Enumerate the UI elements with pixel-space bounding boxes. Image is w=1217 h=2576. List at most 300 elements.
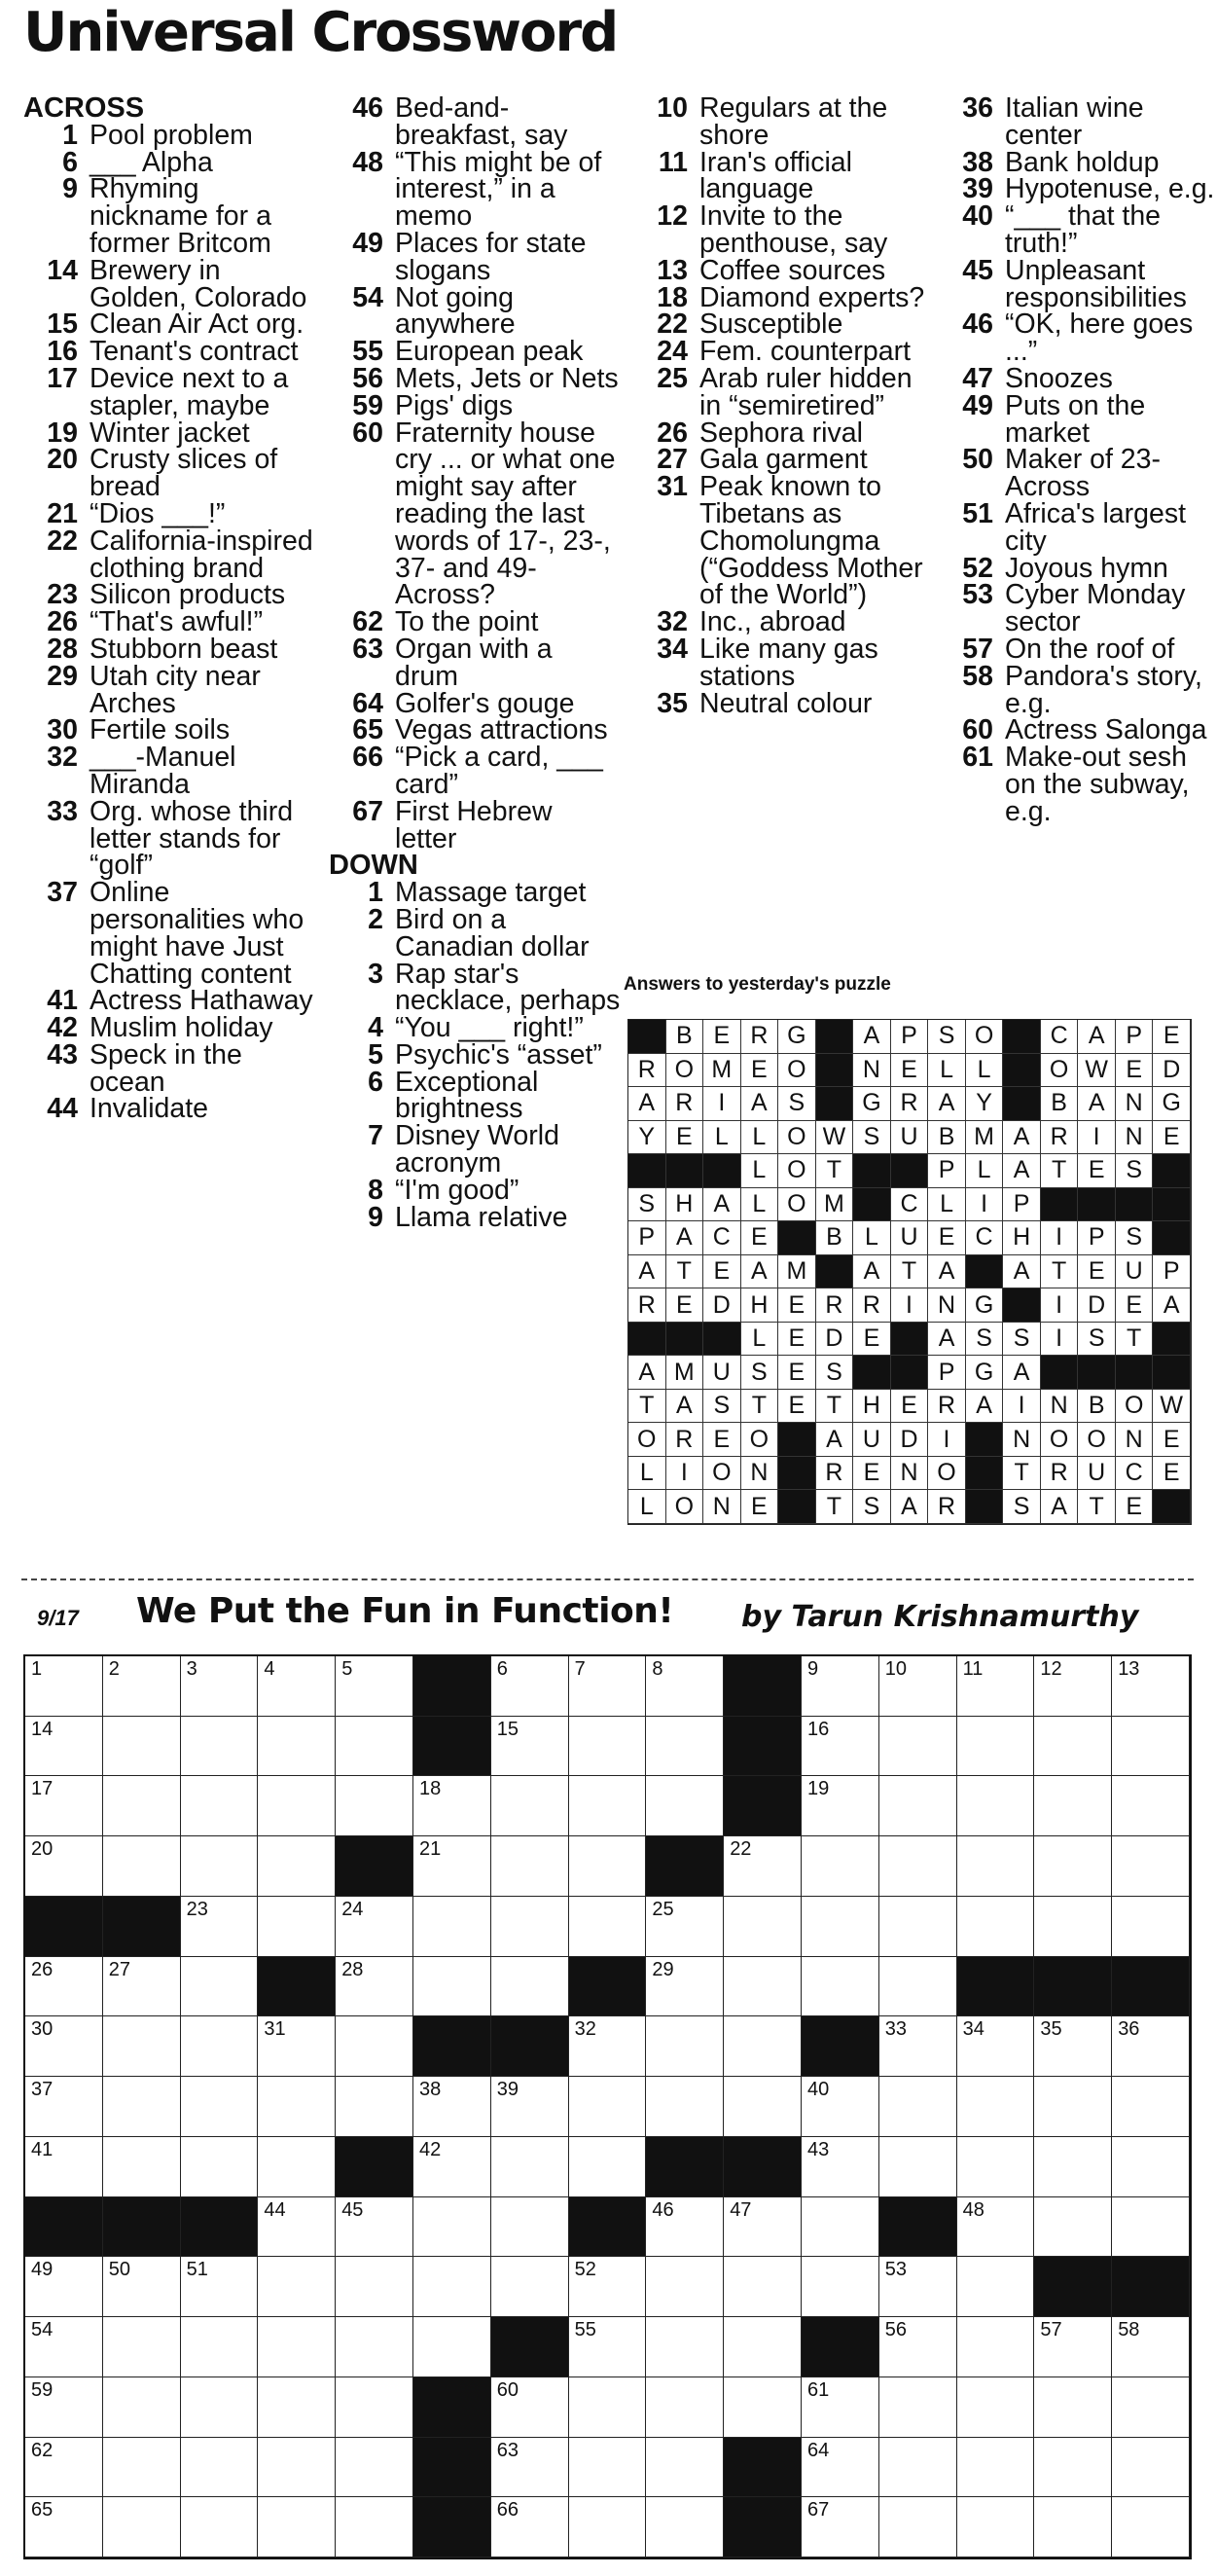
grid-cell[interactable]: [569, 1836, 647, 1897]
grid-cell[interactable]: [646, 1776, 724, 1836]
grid-cell[interactable]: [1112, 2077, 1190, 2137]
clue-number: 11: [658, 146, 688, 178]
clue-number: 49: [962, 389, 993, 421]
black-square: [1034, 2257, 1112, 2317]
grid-cell[interactable]: [569, 2377, 647, 2438]
grid-cell[interactable]: [646, 1656, 724, 1717]
grid-cell[interactable]: [258, 2077, 336, 2137]
grid-cell[interactable]: [336, 2016, 413, 2077]
answer-cell: S: [1116, 1221, 1154, 1255]
grid-cell[interactable]: [491, 2377, 569, 2438]
clue-text: “This might be of interest,” in a memo: [395, 146, 602, 233]
grid-cell[interactable]: [181, 1957, 259, 2017]
clue-number: 37: [47, 877, 78, 909]
grid-cell[interactable]: [103, 2317, 181, 2377]
clue-number: 63: [352, 633, 383, 665]
grid-cell[interactable]: [802, 1897, 879, 1957]
grid-cell[interactable]: [1034, 1897, 1112, 1957]
grid-cell[interactable]: [569, 1776, 647, 1836]
cell-number: 11: [962, 1658, 984, 1680]
cell-number: 66: [496, 2499, 519, 2522]
answer-cell: S: [853, 1121, 891, 1155]
clue-item: [939, 497, 1217, 557]
grid-cell[interactable]: [25, 2077, 103, 2137]
grid-cell[interactable]: [1112, 1717, 1190, 1777]
grid-cell[interactable]: [491, 2497, 569, 2558]
grid-cell[interactable]: [181, 2317, 259, 2377]
grid-cell[interactable]: [724, 2377, 802, 2438]
grid-cell[interactable]: [103, 1656, 181, 1717]
grid-cell[interactable]: [957, 1776, 1035, 1836]
clue-item: [23, 417, 317, 449]
grid-cell[interactable]: [336, 1717, 413, 1777]
grid-cell[interactable]: [336, 1897, 413, 1957]
grid-cell[interactable]: [957, 2497, 1035, 2558]
black-square: [103, 1897, 181, 1957]
grid-cell[interactable]: [336, 2377, 413, 2438]
clue-item: [23, 877, 317, 990]
grid-cell[interactable]: [879, 2438, 957, 2498]
grid-cell[interactable]: [802, 2257, 879, 2317]
grid-cell[interactable]: [879, 1776, 957, 1836]
grid-cell[interactable]: [258, 2377, 336, 2438]
grid-cell[interactable]: [879, 2257, 957, 2317]
grid-cell[interactable]: [1034, 1776, 1112, 1836]
grid-cell[interactable]: [491, 1957, 569, 2017]
answer-cell: S: [853, 1490, 891, 1524]
grid-cell[interactable]: [569, 2497, 647, 2558]
grid-cell[interactable]: [646, 2016, 724, 2077]
cell-number: 13: [1118, 1658, 1140, 1680]
grid-cell[interactable]: [25, 1717, 103, 1777]
clue-item: [939, 200, 1217, 259]
clue-item: [633, 362, 925, 421]
grid-cell[interactable]: [1034, 2438, 1112, 2498]
clue-item: [633, 92, 925, 151]
grid-cell[interactable]: [413, 2257, 491, 2317]
grid-cell[interactable]: [1112, 2197, 1190, 2258]
grid-cell[interactable]: [1034, 2137, 1112, 2197]
black-square: [569, 1957, 647, 2017]
grid-cell[interactable]: [491, 1897, 569, 1957]
grid-cell[interactable]: [1112, 2377, 1190, 2438]
clue-column-3: [633, 92, 925, 719]
grid-cell[interactable]: [336, 1776, 413, 1836]
grid-cell[interactable]: [802, 1957, 879, 2017]
grid-cell[interactable]: [181, 1897, 259, 1957]
grid-cell[interactable]: [646, 2497, 724, 2558]
grid-cell[interactable]: [1112, 1776, 1190, 1836]
grid-cell[interactable]: [802, 2438, 879, 2498]
clue-number: 53: [962, 579, 993, 611]
grid-cell[interactable]: [724, 2317, 802, 2377]
grid-cell[interactable]: [103, 2137, 181, 2197]
grid-cell[interactable]: [1112, 2317, 1190, 2377]
answer-cell: M: [666, 1356, 704, 1390]
clue-text: Golfer's gouge: [395, 687, 575, 719]
answer-black-square: [1078, 1356, 1116, 1390]
clue-item: [633, 417, 925, 449]
grid-cell[interactable]: [569, 2016, 647, 2077]
grid-cell[interactable]: [258, 2016, 336, 2077]
grid-cell[interactable]: [181, 2377, 259, 2438]
grid-cell[interactable]: [103, 2016, 181, 2077]
answer-cell: A: [628, 1255, 666, 1289]
answer-cell: R: [1041, 1457, 1079, 1491]
grid-cell[interactable]: [569, 1717, 647, 1777]
grid-cell[interactable]: [569, 2077, 647, 2137]
grid-cell[interactable]: [802, 1836, 879, 1897]
cell-number: 9: [807, 1658, 819, 1680]
grid-cell[interactable]: [646, 2438, 724, 2498]
black-square: [491, 2016, 569, 2077]
grid-cell[interactable]: [336, 1957, 413, 2017]
grid-cell[interactable]: [802, 2377, 879, 2438]
grid-cell[interactable]: [879, 1897, 957, 1957]
grid-cell[interactable]: [1034, 2197, 1112, 2258]
grid-cell[interactable]: [336, 1656, 413, 1717]
answer-cell: S: [1003, 1323, 1041, 1357]
grid-cell[interactable]: [25, 1776, 103, 1836]
grid-cell[interactable]: [1112, 2497, 1190, 2558]
answer-cell: S: [928, 1020, 966, 1054]
grid-cell[interactable]: [413, 1897, 491, 1957]
clue-text: California-inspired clothing brand: [89, 525, 313, 584]
grid-cell[interactable]: [103, 1717, 181, 1777]
grid-cell[interactable]: [802, 1656, 879, 1717]
answer-cell: U: [1116, 1255, 1154, 1289]
grid-cell[interactable]: [1034, 2077, 1112, 2137]
grid-cell[interactable]: [491, 1656, 569, 1717]
grid-cell[interactable]: [879, 2137, 957, 2197]
answer-cell: N: [1116, 1087, 1154, 1121]
answer-black-square: [666, 1154, 704, 1188]
answer-cell: E: [1116, 1490, 1154, 1524]
answer-cell: E: [853, 1323, 891, 1357]
clue-text: Invalidate: [89, 1093, 209, 1125]
clue-text: Pigs' digs: [395, 389, 514, 421]
grid-cell[interactable]: [957, 2197, 1035, 2258]
grid-cell[interactable]: [181, 2438, 259, 2498]
grid-cell[interactable]: [724, 1836, 802, 1897]
clue-item: [329, 714, 621, 746]
grid-cell[interactable]: [103, 2377, 181, 2438]
grid-cell[interactable]: [181, 2137, 259, 2197]
answer-cell: A: [853, 1255, 891, 1289]
clue-item: [23, 744, 317, 799]
grid-cell[interactable]: [1112, 2137, 1190, 2197]
grid-cell[interactable]: [957, 2257, 1035, 2317]
grid-cell[interactable]: [724, 2197, 802, 2258]
answer-cell: E: [741, 1054, 779, 1088]
grid-cell[interactable]: [1034, 2497, 1112, 2558]
grid-cell[interactable]: [103, 2438, 181, 2498]
answer-cell: A: [741, 1255, 779, 1289]
answer-cell: E: [928, 1221, 966, 1255]
grid-cell[interactable]: [802, 2137, 879, 2197]
grid-cell[interactable]: [569, 1656, 647, 1717]
clue-number: 47: [962, 362, 993, 394]
grid-cell[interactable]: [1034, 1717, 1112, 1777]
grid-cell[interactable]: [879, 2016, 957, 2077]
grid-cell[interactable]: [181, 1836, 259, 1897]
answer-cell: W: [816, 1121, 854, 1155]
grid-cell[interactable]: [103, 2077, 181, 2137]
answer-cell: L: [966, 1054, 1004, 1088]
cell-number: 39: [496, 2079, 519, 2101]
grid-cell[interactable]: [879, 2317, 957, 2377]
clue-item: [329, 606, 621, 638]
answer-cell: H: [741, 1288, 779, 1323]
grid-cell[interactable]: [413, 2197, 491, 2258]
grid-cell[interactable]: [25, 2016, 103, 2077]
grid-cell[interactable]: [25, 2257, 103, 2317]
clue-number: 28: [47, 633, 78, 665]
grid-cell[interactable]: [957, 1656, 1035, 1717]
grid-cell[interactable]: [413, 2317, 491, 2377]
grid-cell[interactable]: [25, 1656, 103, 1717]
grid-cell[interactable]: [103, 1957, 181, 2017]
black-square: [802, 2016, 879, 2077]
black-square: [336, 1836, 413, 1897]
grid-cell[interactable]: [336, 2438, 413, 2498]
cell-number: 53: [884, 2259, 908, 2281]
grid-cell[interactable]: [258, 2137, 336, 2197]
grid-cell[interactable]: [413, 2077, 491, 2137]
grid-cell[interactable]: [1034, 1656, 1112, 1717]
grid-cell[interactable]: [957, 2317, 1035, 2377]
grid-cell[interactable]: [646, 1897, 724, 1957]
grid-cell[interactable]: [1034, 1836, 1112, 1897]
grid-cell[interactable]: [258, 2497, 336, 2558]
grid-cell[interactable]: [25, 1957, 103, 2017]
answer-cell: I: [1003, 1390, 1041, 1424]
answers-title: Answers to yesterday's puzzle: [624, 974, 891, 995]
grid-cell[interactable]: [569, 2438, 647, 2498]
grid-cell[interactable]: [957, 2016, 1035, 2077]
grid-cell[interactable]: [879, 1957, 957, 2017]
clue-text: Massage target: [395, 877, 587, 909]
grid-cell[interactable]: [103, 2257, 181, 2317]
grid-cell[interactable]: [1034, 2377, 1112, 2438]
cell-number: 35: [1040, 2018, 1062, 2041]
grid-cell[interactable]: [879, 2077, 957, 2137]
grid-cell[interactable]: [491, 1776, 569, 1836]
grid-cell[interactable]: [569, 1897, 647, 1957]
answer-cell: A: [853, 1020, 891, 1054]
black-square: [957, 1957, 1035, 2017]
grid-cell[interactable]: [569, 2137, 647, 2197]
clue-number: 62: [352, 606, 383, 638]
grid-cell[interactable]: [413, 1957, 491, 2017]
grid-cell[interactable]: [646, 2377, 724, 2438]
grid-cell[interactable]: [103, 1776, 181, 1836]
grid-cell[interactable]: [646, 2197, 724, 2258]
grid-cell[interactable]: [1112, 2438, 1190, 2498]
grid-cell[interactable]: [258, 2317, 336, 2377]
grid-cell[interactable]: [25, 1836, 103, 1897]
grid-cell[interactable]: [724, 2257, 802, 2317]
grid-cell[interactable]: [258, 1656, 336, 1717]
clue-number: 6: [368, 1066, 383, 1098]
black-square: [413, 2438, 491, 2498]
grid-cell[interactable]: [413, 1776, 491, 1836]
answer-cell: I: [703, 1087, 741, 1121]
grid-cell[interactable]: [491, 2197, 569, 2258]
cell-number: 24: [341, 1898, 364, 1920]
grid-cell[interactable]: [646, 2077, 724, 2137]
grid-cell[interactable]: [724, 1957, 802, 2017]
grid-cell[interactable]: [1112, 1836, 1190, 1897]
clue-item: [329, 227, 621, 286]
black-square: [413, 1656, 491, 1717]
grid-cell[interactable]: [1034, 2016, 1112, 2077]
grid-cell[interactable]: [646, 2257, 724, 2317]
clue-text: Muslim holiday: [89, 1012, 273, 1044]
answer-cell: I: [891, 1288, 929, 1323]
clue-item: [329, 903, 621, 962]
grid-cell[interactable]: [879, 2377, 957, 2438]
grid-cell[interactable]: [802, 1776, 879, 1836]
clue-item: [939, 579, 1217, 638]
answer-cell: E: [891, 1390, 929, 1424]
cell-number: 38: [419, 2079, 442, 2101]
grid-cell[interactable]: [802, 2497, 879, 2558]
grid-cell[interactable]: [25, 2438, 103, 2498]
grid-cell[interactable]: [181, 2016, 259, 2077]
grid-cell[interactable]: [569, 2257, 647, 2317]
grid-cell[interactable]: [25, 2317, 103, 2377]
answer-black-square: [1041, 1188, 1079, 1222]
grid-cell[interactable]: [413, 1836, 491, 1897]
grid-cell[interactable]: [957, 1717, 1035, 1777]
clue-number: 26: [47, 606, 78, 638]
grid-cell[interactable]: [646, 1717, 724, 1777]
clue-item: [939, 92, 1217, 151]
grid-cell[interactable]: [103, 1836, 181, 1897]
answer-cell: S: [1116, 1154, 1154, 1188]
grid-cell[interactable]: [491, 2438, 569, 2498]
answer-cell: S: [741, 1356, 779, 1390]
answer-cell: C: [966, 1221, 1004, 1255]
answer-cell: L: [741, 1323, 779, 1357]
grid-cell[interactable]: [491, 2257, 569, 2317]
grid-cell[interactable]: [1034, 2317, 1112, 2377]
grid-cell[interactable]: [25, 2137, 103, 2197]
answer-cell: P: [628, 1221, 666, 1255]
grid-cell[interactable]: [181, 1656, 259, 1717]
grid-cell[interactable]: [181, 1717, 259, 1777]
grid-cell[interactable]: [957, 2438, 1035, 2498]
grid-cell[interactable]: [724, 2016, 802, 2077]
clue-number: 9: [368, 1201, 383, 1233]
grid-cell[interactable]: [802, 1717, 879, 1777]
grid-cell[interactable]: [103, 2497, 181, 2558]
grid-cell[interactable]: [957, 2077, 1035, 2137]
cell-number: 34: [962, 2018, 984, 2041]
cell-number: 18: [419, 1778, 442, 1800]
clue-text: “Pick a card, ___ card”: [395, 742, 603, 800]
grid-cell[interactable]: [258, 1776, 336, 1836]
grid-cell[interactable]: [879, 1656, 957, 1717]
grid-cell[interactable]: [957, 2137, 1035, 2197]
grid-cell[interactable]: [25, 2377, 103, 2438]
grid-cell[interactable]: [646, 2317, 724, 2377]
grid-cell[interactable]: [413, 2137, 491, 2197]
grid-cell[interactable]: [336, 2257, 413, 2317]
answer-cell: H: [853, 1390, 891, 1424]
clue-item: [633, 281, 925, 313]
grid-cell[interactable]: [336, 2077, 413, 2137]
clue-text: Neutral colour: [699, 687, 873, 719]
grid-cell[interactable]: [879, 2497, 957, 2558]
clue-text: Llama relative: [395, 1201, 568, 1233]
grid-cell[interactable]: [957, 2377, 1035, 2438]
grid-cell[interactable]: [258, 2438, 336, 2498]
grid-cell[interactable]: [879, 1717, 957, 1777]
grid-cell[interactable]: [258, 1897, 336, 1957]
grid-cell[interactable]: [1112, 2016, 1190, 2077]
cell-number: 16: [807, 1718, 830, 1740]
black-square: [413, 2016, 491, 2077]
grid-cell[interactable]: [724, 1897, 802, 1957]
clue-text: First Hebrew letter: [395, 795, 553, 854]
clue-text: Org. whose third letter stands for “golf”: [89, 795, 294, 882]
grid-cell[interactable]: [646, 1957, 724, 2017]
answer-black-square: [1153, 1323, 1191, 1357]
grid-cell[interactable]: [802, 2197, 879, 2258]
grid-cell[interactable]: [491, 2077, 569, 2137]
answer-cell: O: [628, 1423, 666, 1457]
grid-cell[interactable]: [258, 2197, 336, 2258]
grid-cell[interactable]: [181, 1776, 259, 1836]
grid-cell[interactable]: [336, 2317, 413, 2377]
grid-cell[interactable]: [957, 1836, 1035, 1897]
grid-cell[interactable]: [957, 1897, 1035, 1957]
grid-cell[interactable]: [569, 2317, 647, 2377]
clue-number: 22: [47, 525, 78, 557]
grid-cell[interactable]: [724, 2077, 802, 2137]
grid-cell[interactable]: [181, 2497, 259, 2558]
clue-item: [329, 744, 621, 799]
answer-black-square: [891, 1154, 929, 1188]
clue-text: Coffee sources: [699, 254, 886, 286]
grid-cell[interactable]: [25, 2497, 103, 2558]
grid-cell[interactable]: [1112, 1656, 1190, 1717]
grid-cell[interactable]: [1112, 1897, 1190, 1957]
answer-cell: A: [1003, 1154, 1041, 1188]
cell-number: 60: [496, 2378, 519, 2401]
grid-cell[interactable]: [258, 1836, 336, 1897]
clue-number: 24: [657, 336, 688, 368]
grid-cell[interactable]: [491, 2137, 569, 2197]
grid-cell[interactable]: [491, 1717, 569, 1777]
grid-cell[interactable]: [336, 2497, 413, 2558]
grid-cell[interactable]: [258, 2257, 336, 2317]
clue-item: [633, 336, 925, 368]
grid-cell[interactable]: [879, 1836, 957, 1897]
grid-cell[interactable]: [181, 2257, 259, 2317]
answer-cell: O: [666, 1054, 704, 1088]
clue-number: 22: [657, 308, 688, 341]
grid-cell[interactable]: [336, 2197, 413, 2258]
grid-cell[interactable]: [491, 1836, 569, 1897]
answer-cell: O: [1041, 1423, 1079, 1457]
cell-number: 44: [264, 2198, 286, 2221]
grid-cell[interactable]: [181, 2077, 259, 2137]
grid-cell[interactable]: [258, 1717, 336, 1777]
grid-cell[interactable]: [802, 2077, 879, 2137]
